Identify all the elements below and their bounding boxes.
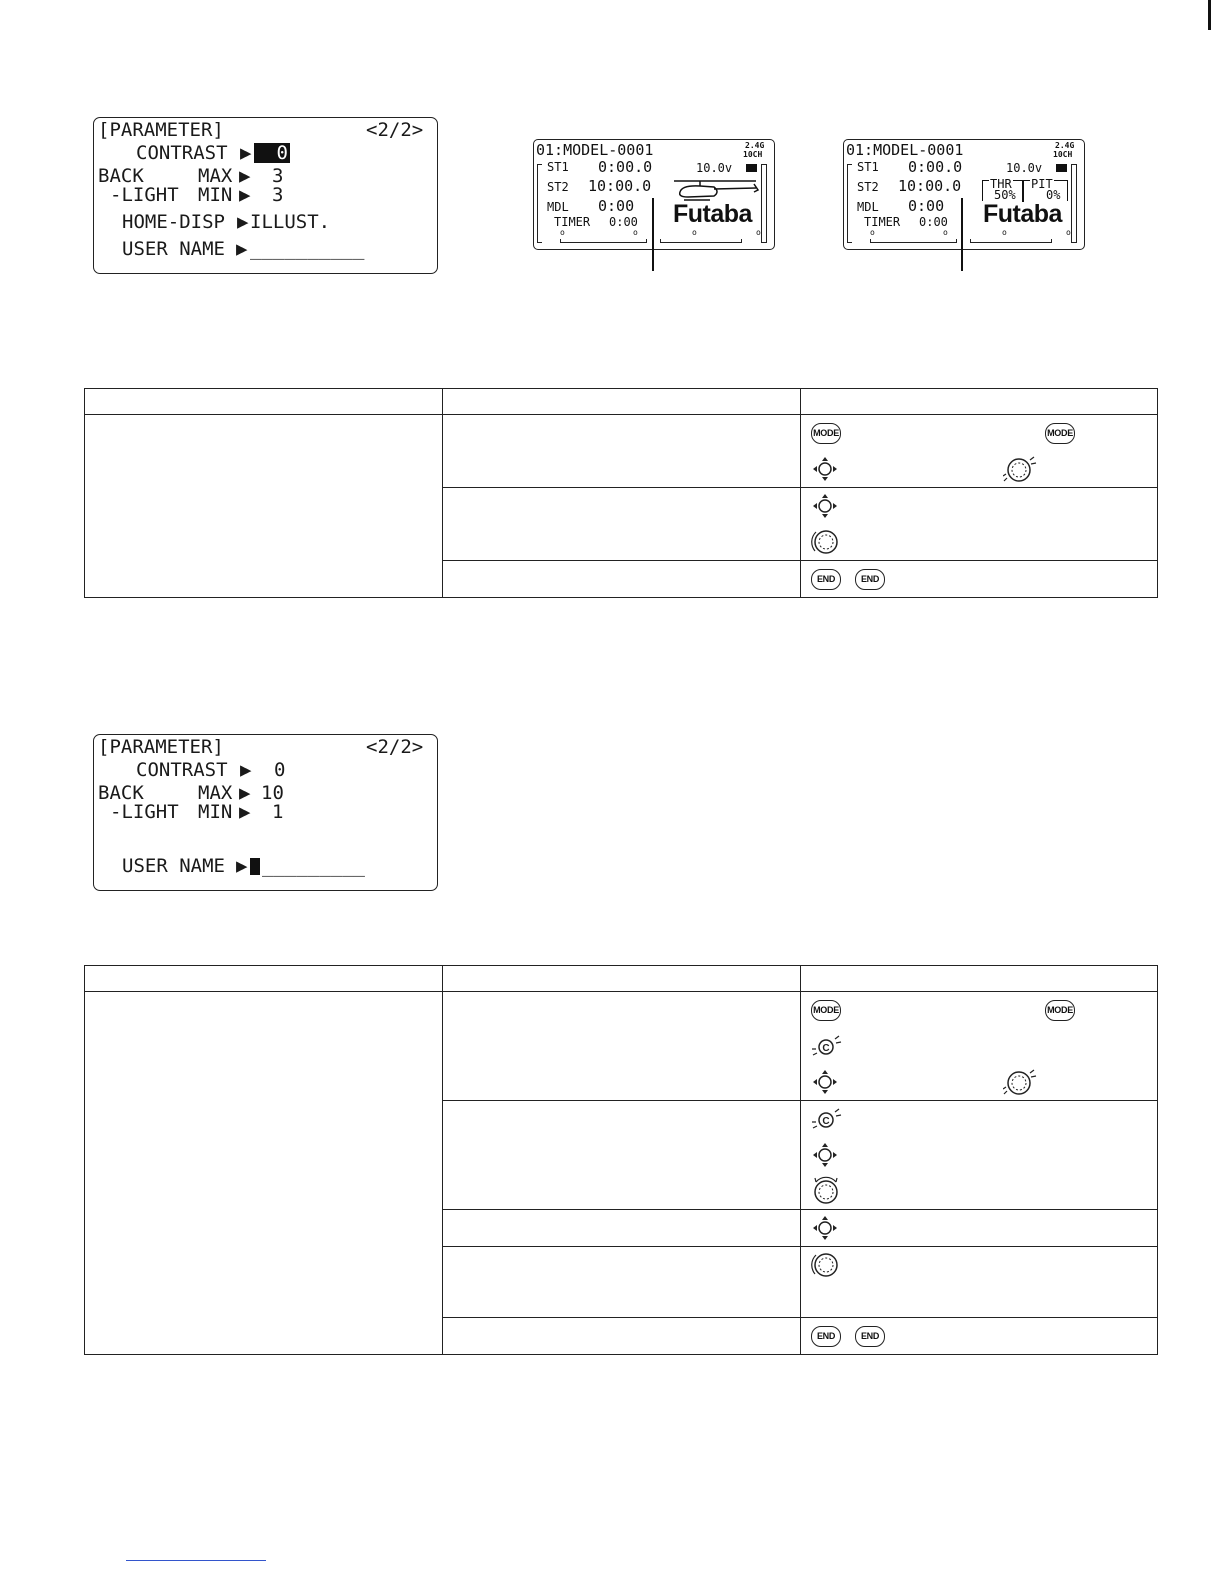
callout-line [961,198,963,271]
thr-value: 50% [994,188,1016,202]
channels-label: 10CH [743,150,763,159]
right-trim-bar [1071,164,1077,243]
end-key-icon: END [811,569,841,590]
arrow-icon: ▶ [239,801,251,823]
channels-label: 10CH [1053,150,1073,159]
voltage: 10.0v [696,161,733,175]
user-name-value[interactable]: __________ [250,238,365,260]
left-trim-bar [537,164,542,243]
table-cell-operation [801,992,1158,1101]
table-header-cell [443,966,801,992]
pit-value: 0% [1046,188,1061,202]
cross-key-icon [811,1214,839,1242]
table-row [85,415,1158,488]
arrow-icon: ▶ [239,165,251,187]
procedure-table-1 [84,388,1158,598]
home-screen-illustration [533,139,775,250]
left-trim-bar [847,164,852,243]
table-cell-step [443,1318,801,1355]
model-name: 01:MODEL-0001 [846,141,964,159]
thr-pit-divider [1022,180,1024,202]
operation-line [811,1210,1147,1246]
parameter-screen-2 [93,734,438,891]
table-cell-step [443,561,801,598]
max-value[interactable]: 10 [261,782,284,804]
trim-marker: o [1066,228,1071,237]
c-key-label: C [822,1043,830,1054]
operation-line [811,561,1147,597]
cross-key-icon [811,455,839,483]
mode-key-icon: MODE [1045,1000,1075,1021]
table-cell-step [443,1247,801,1318]
min-value[interactable]: 1 [272,801,284,823]
c-key-press-icon [811,1033,843,1059]
table-header-cell [85,966,443,992]
mdl-label: MDL [547,200,569,214]
table-cell-function [85,415,443,598]
min-value[interactable]: 3 [272,184,284,206]
table-cell-step [443,488,801,561]
st1-label: ST1 [547,160,569,174]
arrow-icon: ▶ [236,238,248,260]
contrast-label: CONTRAST [136,759,228,781]
user-name-value[interactable]: _________ [262,855,365,877]
screen-page: <2/2> [366,736,424,758]
table-row [85,992,1158,1101]
trim-marker: o [870,228,875,237]
contrast-value[interactable]: 0 [254,143,290,163]
callout-line [652,198,654,271]
table-cell-step [443,1210,801,1247]
trim-indicator-left [870,239,957,243]
table-header-cell [801,966,1158,992]
arrow-icon: ▶ [240,142,252,164]
dial-turn-icon [811,527,841,557]
min-label: MIN [198,184,233,206]
operation-line [811,524,1147,560]
st2-label: ST2 [547,180,569,194]
pit-label: PIT [1031,177,1053,191]
operation-line [811,488,1147,524]
arrow-icon: ▶ [239,782,251,804]
page-edge-mark [1208,0,1211,30]
mdl-value: 0:00 [598,197,635,215]
table-header-cell [801,389,1158,415]
dial-press-icon [1003,1067,1037,1097]
band-label: 2.4G [745,141,765,150]
dial-press-icon [1003,454,1037,484]
home-screen-thr-pit [843,139,1085,250]
band-label: 2.4G [1055,141,1075,150]
operation-line [811,1101,1147,1137]
table-header-row [85,966,1158,992]
st1-label: ST1 [857,160,879,174]
table-header-cell [443,389,801,415]
st2-value: 10:00.0 [898,177,962,195]
operation-line [811,1028,1147,1064]
voltage: 10.0v [1006,161,1043,175]
user-name-label: USER NAME [122,855,225,877]
trim-marker: o [692,228,697,237]
footer-link-underline[interactable] [126,1560,266,1561]
operation-line [811,415,1147,451]
table-cell-operation [801,561,1158,598]
user-name-label: USER NAME [122,238,225,260]
model-name: 01:MODEL-0001 [536,141,654,159]
st2-label: ST2 [857,180,879,194]
end-key-icon: END [855,569,885,590]
trim-marker: o [560,228,565,237]
table-cell-step [443,992,801,1101]
st1-value: 0:00.0 [908,158,963,176]
c-key-press-icon [811,1106,843,1132]
min-label: MIN [198,801,233,823]
thr-label: THR [990,177,1012,191]
mode-key-icon: MODE [811,423,841,444]
home-disp-value[interactable]: ILLUST. [250,211,331,233]
table-header-cell [85,389,443,415]
procedure-table-2 [84,965,1158,1355]
mdl-value: 0:00 [908,197,945,215]
back-label: BACK [98,165,144,187]
cross-key-icon [811,492,839,520]
trim-marker: o [756,228,761,237]
screen-title: [PARAMETER] [98,119,224,141]
table-cell-step [443,415,801,488]
table-cell-operation [801,1101,1158,1210]
brand-logo: Futaba [983,200,1062,228]
contrast-label: CONTRAST [136,142,228,164]
operation-line [811,1318,1147,1354]
end-key-icon: END [855,1326,885,1347]
trim-marker: o [633,228,638,237]
operation-line [811,1064,1147,1100]
mode-key-icon: MODE [811,1000,841,1021]
trim-marker: o [1002,228,1007,237]
timer-value: 0:00 [609,215,638,229]
arrow-icon: ▶ [239,184,251,206]
text-cursor[interactable] [250,858,260,875]
timer-label: TIMER [554,215,591,229]
arrow-icon: ▶ [240,759,252,781]
brand-logo: Futaba [673,200,752,228]
c-key-label: C [822,1116,830,1127]
table-cell-operation [801,415,1158,488]
back-label: BACK [98,782,144,804]
st1-value: 0:00.0 [598,158,653,176]
operation-line [811,1137,1147,1173]
arrow-icon: ▶ [237,211,249,233]
timer-value: 0:00 [919,215,948,229]
light-label: -LIGHT [110,184,179,206]
trim-indicator-left [560,239,647,243]
trim-marker: o [943,228,948,237]
helicopter-icon [670,178,762,202]
arrow-icon: ▶ [236,855,248,877]
right-trim-bar [761,164,767,243]
max-label: MAX [198,782,233,804]
battery-icon [1056,164,1067,172]
light-label: -LIGHT [110,801,179,823]
screen-title: [PARAMETER] [98,736,224,758]
table-cell-operation [801,1247,1158,1318]
dial-turn-both-icon [811,1176,841,1206]
table-cell-function [85,992,443,1355]
mdl-label: MDL [857,200,879,214]
table-header-row [85,389,1158,415]
screen-page: <2/2> [366,119,424,141]
end-key-icon: END [811,1326,841,1347]
table-cell-operation [801,488,1158,561]
cross-key-icon [811,1068,839,1096]
table-cell-operation [801,1318,1158,1355]
max-label: MAX [198,165,233,187]
operation-line [811,992,1147,1028]
battery-icon [746,164,757,172]
trim-indicator-right [970,239,1052,243]
mode-key-icon: MODE [1045,423,1075,444]
parameter-screen-1 [93,117,438,274]
cross-key-icon [811,1141,839,1169]
timer-label: TIMER [864,215,901,229]
operation-line [811,1173,1147,1209]
trim-indicator-right [660,239,742,243]
dial-turn-icon [811,1250,841,1280]
operation-line [811,1247,1147,1283]
max-value[interactable]: 3 [272,165,284,187]
operation-line [811,451,1147,487]
contrast-value[interactable]: 0 [274,759,286,781]
home-disp-label: HOME-DISP [122,211,225,233]
st2-value: 10:00.0 [588,177,652,195]
table-cell-operation [801,1210,1158,1247]
table-cell-step [443,1101,801,1210]
